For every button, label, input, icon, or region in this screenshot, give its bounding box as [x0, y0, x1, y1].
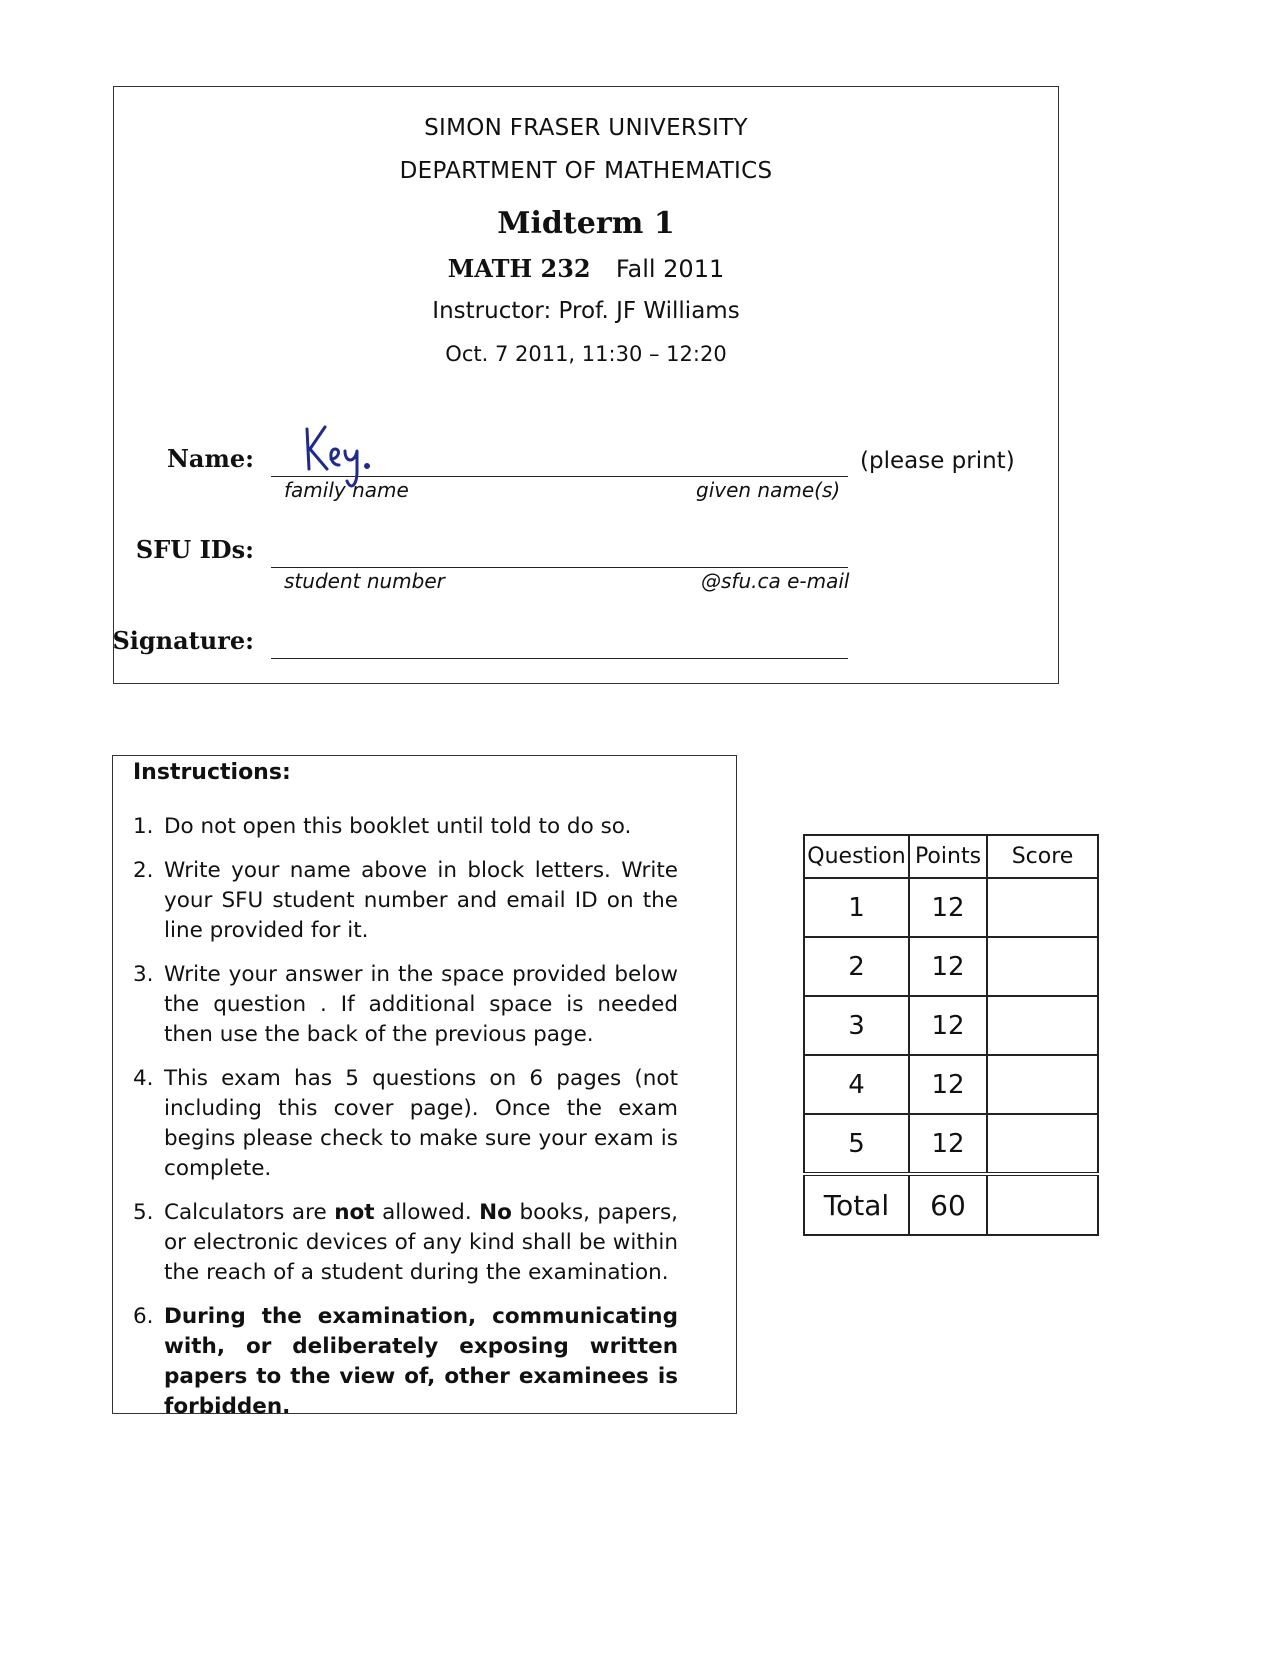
instructions-list [133, 812, 678, 1436]
total-points: 60 [909, 1174, 987, 1235]
question-score[interactable] [987, 1114, 1098, 1174]
total-row [804, 1174, 1098, 1235]
instructor: Instructor: Prof. JF Williams [432, 298, 740, 324]
question-score[interactable] [987, 1055, 1098, 1114]
question-number: 4 [804, 1055, 909, 1114]
total-label: Total [804, 1174, 909, 1235]
question-score[interactable] [987, 878, 1098, 937]
header-points: Points [909, 835, 987, 878]
table-row [804, 1114, 1098, 1174]
table-row [804, 937, 1098, 996]
instruction-item: 6. During the examination, communicating with, or deliberately exposing written papers to the view of, other examinees is forbidden. [133, 1304, 678, 1419]
question-points: 12 [909, 996, 987, 1055]
university-name: SIMON FRASER UNIVERSITY [424, 115, 748, 141]
name-label: Name: [166, 444, 254, 473]
instruction-item: 2. Write your name above in block letters. Write your SFU student number and email ID on the line provided for it. [133, 858, 678, 943]
header-question: Question [804, 835, 909, 878]
exam-header-box [113, 86, 1059, 684]
table-row [804, 996, 1098, 1055]
instructions-heading: Instructions: [133, 760, 291, 785]
instruction-item: 3. Write your answer in the space provided below the question . If additional space is needed then use the back of the previous page. [133, 962, 678, 1047]
question-number: 3 [804, 996, 909, 1055]
table-row [804, 1055, 1098, 1114]
family-name-caption: family name [284, 478, 409, 502]
score-table [803, 834, 1099, 1236]
question-score[interactable] [987, 996, 1098, 1055]
question-points: 12 [909, 878, 987, 937]
table-row [804, 878, 1098, 937]
sfu-ids-line[interactable] [271, 567, 848, 568]
question-number: 5 [804, 1114, 909, 1174]
sfu-ids-label: SFU IDs: [135, 535, 254, 564]
instruction-item: 5. Calculators are not allowed. No books, papers, or electronic devices of any kind shall be within the reach of a student during the examination. [133, 1200, 678, 1285]
please-print-note: (please print) [860, 448, 1015, 474]
course-code: MATH 232 [447, 254, 591, 283]
exam-date: Oct. 7 2011, 11:30 – 12:20 [445, 342, 727, 366]
student-number-caption: student number [284, 569, 445, 593]
question-number: 2 [804, 937, 909, 996]
question-points: 12 [909, 1114, 987, 1174]
instruction-item: 1. Do not open this booklet until told to do so. [133, 814, 632, 839]
email-caption: @sfu.ca e-mail [701, 569, 850, 593]
instructions-box [112, 755, 737, 1419]
question-points: 12 [909, 937, 987, 996]
course-line [114, 254, 1058, 283]
exam-title: Midterm 1 [497, 206, 675, 241]
score-table-header [804, 835, 1098, 878]
given-names-caption: given name(s) [696, 478, 841, 502]
question-points: 12 [909, 1055, 987, 1114]
total-score[interactable] [987, 1174, 1098, 1235]
header-score: Score [987, 835, 1098, 878]
signature-line[interactable] [271, 658, 848, 659]
question-score[interactable] [987, 937, 1098, 996]
question-number: 1 [804, 878, 909, 937]
department-name: DEPARTMENT OF MATHEMATICS [399, 158, 773, 184]
instruction-item: 4. This exam has 5 questions on 6 pages (not including this cover page). Once the exam begins please check to make sure your exam is complete. [133, 1066, 678, 1181]
course-term: Fall 2011 [615, 255, 725, 283]
signature-label: Signature: [112, 626, 254, 655]
